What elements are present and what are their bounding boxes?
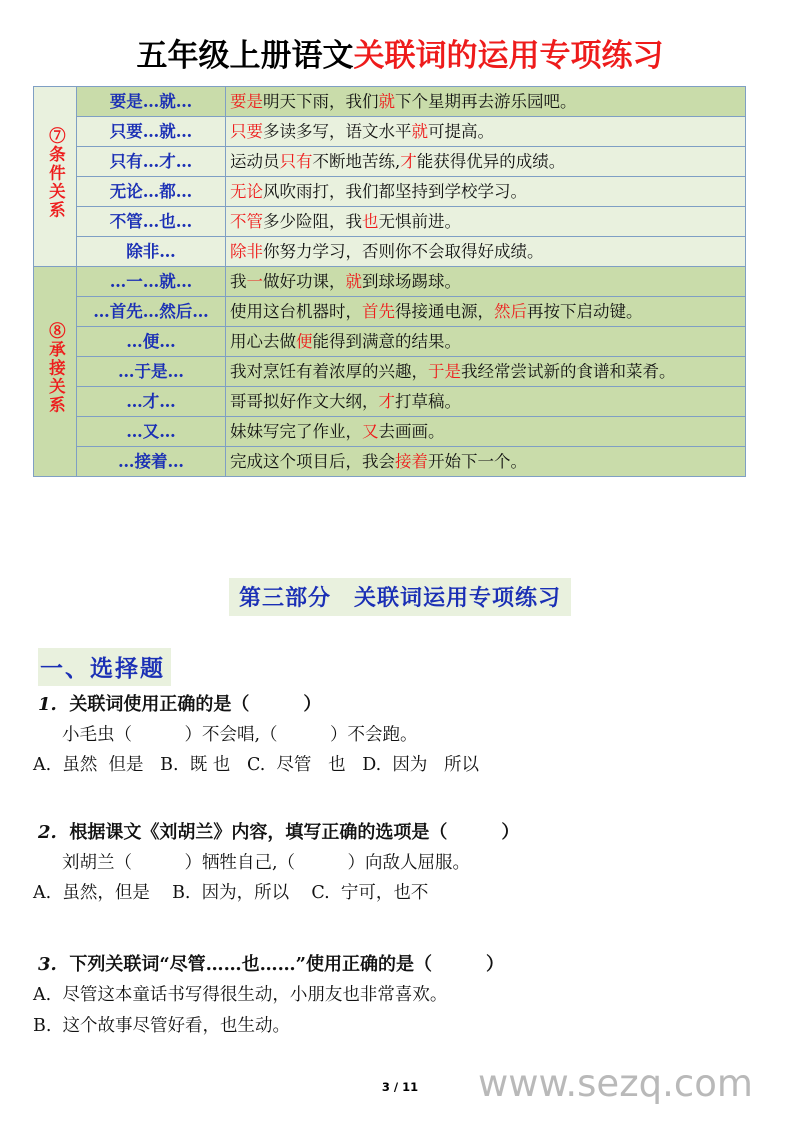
sentence-text: 去画画。 <box>378 422 445 441</box>
highlighted-connective: 不管 <box>230 212 263 231</box>
sentence-text: 做好功课， <box>263 272 346 291</box>
page-title <box>0 36 800 76</box>
highlighted-connective: 就 <box>345 272 362 291</box>
connective-pattern: 无论…都… <box>77 177 226 207</box>
connective-reference-table <box>33 86 746 477</box>
highlighted-connective: 于是 <box>428 362 461 381</box>
question-options[interactable]: A. 虽然 但是 B. 既 也 C. 尽管 也 D. 因为 所以 <box>33 755 480 775</box>
highlighted-connective: 一 <box>246 272 263 291</box>
highlighted-connective: 便 <box>296 332 313 351</box>
table-row <box>34 117 746 147</box>
highlighted-connective: 只有 <box>279 152 313 171</box>
highlighted-connective: 又 <box>362 422 379 441</box>
sentence-text: 明天下雨，我们 <box>263 92 379 111</box>
table-row <box>34 237 746 267</box>
connective-pattern: …才… <box>77 387 226 417</box>
highlighted-connective: 要是 <box>230 92 263 111</box>
sentence-text: 你努力学习，否则你不会取得好成绩。 <box>263 242 544 261</box>
question-number: 1. <box>38 694 70 715</box>
connective-pattern: 只要…就… <box>77 117 226 147</box>
connective-pattern: 不管…也… <box>77 207 226 237</box>
highlighted-connective: 才 <box>378 392 395 411</box>
table-row <box>34 387 746 417</box>
sentence-text: 妹妹写完了作业， <box>230 422 362 441</box>
example-sentence <box>226 327 746 357</box>
sentence-text: 多少险阻，我 <box>263 212 362 231</box>
sentence-text: 再按下启动键。 <box>527 302 643 321</box>
highlighted-connective: 然后 <box>494 302 527 321</box>
sentence-text: 我经常尝试新的食谱和菜肴。 <box>461 362 676 381</box>
sentence-text: 运动员 <box>230 152 280 171</box>
table-row <box>34 147 746 177</box>
example-sentence <box>226 357 746 387</box>
sentence-text: 不断地苦练, <box>312 152 401 171</box>
table-row <box>34 87 746 117</box>
section-heading <box>38 648 171 686</box>
category-label-text: ⑦条件关系 <box>46 126 66 220</box>
table-row <box>34 297 746 327</box>
watermark: www.sezq.com <box>478 1062 753 1105</box>
highlighted-connective: 只要 <box>230 122 263 141</box>
sentence-text: 完成这个项目后，我会 <box>230 452 395 471</box>
category-label-2 <box>34 267 77 477</box>
highlighted-connective: 首先 <box>362 302 395 321</box>
question-number: 2. <box>38 822 70 843</box>
example-sentence <box>226 297 746 327</box>
table-row <box>34 177 746 207</box>
title-black-part: 五年级上册语文 <box>136 38 354 74</box>
highlighted-connective: 也 <box>362 212 379 231</box>
connective-pattern: …一…就… <box>77 267 226 297</box>
part-heading <box>0 578 800 616</box>
example-sentence <box>226 117 746 147</box>
table-row <box>34 207 746 237</box>
question-fill-sentence: 小毛虫（ ）不会唱,（ ）不会跑。 <box>62 725 418 745</box>
sentence-text: 用心去做 <box>230 332 296 351</box>
question-item <box>0 950 800 1042</box>
sentence-text: 下个星期再去游乐园吧。 <box>395 92 577 111</box>
question-stem <box>0 818 800 848</box>
sentence-text: 打草稿。 <box>395 392 461 411</box>
sentence-text: 可提高。 <box>428 122 494 141</box>
example-sentence <box>226 267 746 297</box>
highlighted-connective: 就 <box>378 92 395 111</box>
sentence-text: 我对烹饪有着浓厚的兴趣， <box>230 362 428 381</box>
question-option-line[interactable]: A. 尽管这本童话书写得很生动，小朋友也非常喜欢。 <box>33 985 448 1005</box>
table-row <box>34 447 746 477</box>
example-sentence <box>226 387 746 417</box>
example-sentence <box>226 147 746 177</box>
highlighted-connective: 除非 <box>230 242 263 261</box>
highlighted-connective: 无论 <box>230 182 263 201</box>
part-heading-label: 第三部分 关联词运用专项练习 <box>229 578 571 616</box>
question-options[interactable]: A. 虽然，但是 B. 因为，所以 C. 宁可，也不 <box>33 883 429 903</box>
example-sentence <box>226 177 746 207</box>
table-row <box>34 327 746 357</box>
sentence-text: 我 <box>230 272 247 291</box>
sentence-text: 开始下一个。 <box>428 452 527 471</box>
question-stem-text: 下列关联词“尽管……也……”使用正确的是（ ） <box>69 954 505 975</box>
connective-pattern: …又… <box>77 417 226 447</box>
example-sentence <box>226 417 746 447</box>
example-sentence <box>226 237 746 267</box>
sentence-text: 得接通电源， <box>395 302 494 321</box>
connective-pattern: …于是… <box>77 357 226 387</box>
category-label-text: ⑧承接关系 <box>46 321 66 415</box>
page-number: 3 / 11 <box>381 1080 419 1094</box>
question-stem-text: 根据课文《刘胡兰》内容，填写正确的选项是（ ） <box>69 822 520 843</box>
question-option-line[interactable]: B. 这个故事尽管好看，也生动。 <box>33 1016 291 1036</box>
highlighted-connective: 才 <box>400 152 417 171</box>
title-red-part: 关联词的运用专项练习 <box>353 38 664 74</box>
connective-pattern: …接着… <box>77 447 226 477</box>
highlighted-connective: 就 <box>411 122 428 141</box>
table-row <box>34 267 746 297</box>
example-sentence <box>226 207 746 237</box>
connective-pattern: …便… <box>77 327 226 357</box>
table-row <box>34 417 746 447</box>
question-item <box>0 818 800 908</box>
question-stem <box>0 950 800 980</box>
example-sentence <box>226 87 746 117</box>
sentence-text: 哥哥拟好作文大纲， <box>230 392 379 411</box>
section-heading-label: 一、选择题 <box>38 648 171 686</box>
sentence-text: 多读多写，语文水平 <box>263 122 412 141</box>
highlighted-connective: 接着 <box>395 452 428 471</box>
sentence-text: 风吹雨打，我们都坚持到学校学习。 <box>263 182 527 201</box>
question-fill-sentence: 刘胡兰（ ）牺牲自己,（ ）向敌人屈服。 <box>62 853 471 873</box>
question-item <box>0 690 800 780</box>
connective-pattern: …首先…然后… <box>77 297 226 327</box>
category-label-1 <box>34 87 77 267</box>
example-sentence <box>226 447 746 477</box>
table-row <box>34 357 746 387</box>
sentence-text: 到球场踢球。 <box>362 272 461 291</box>
sentence-text: 无惧前进。 <box>378 212 461 231</box>
connective-pattern: 只有…才… <box>77 147 226 177</box>
question-number: 3. <box>38 954 70 975</box>
sentence-text: 使用这台机器时， <box>230 302 362 321</box>
sentence-text: 能得到满意的结果。 <box>312 332 461 351</box>
sentence-text: 能获得优异的成绩。 <box>416 152 566 171</box>
question-stem-text: 关联词使用正确的是（ ） <box>69 694 322 715</box>
connective-pattern: 要是…就… <box>77 87 226 117</box>
connective-pattern: 除非… <box>77 237 226 267</box>
question-stem <box>0 690 800 720</box>
